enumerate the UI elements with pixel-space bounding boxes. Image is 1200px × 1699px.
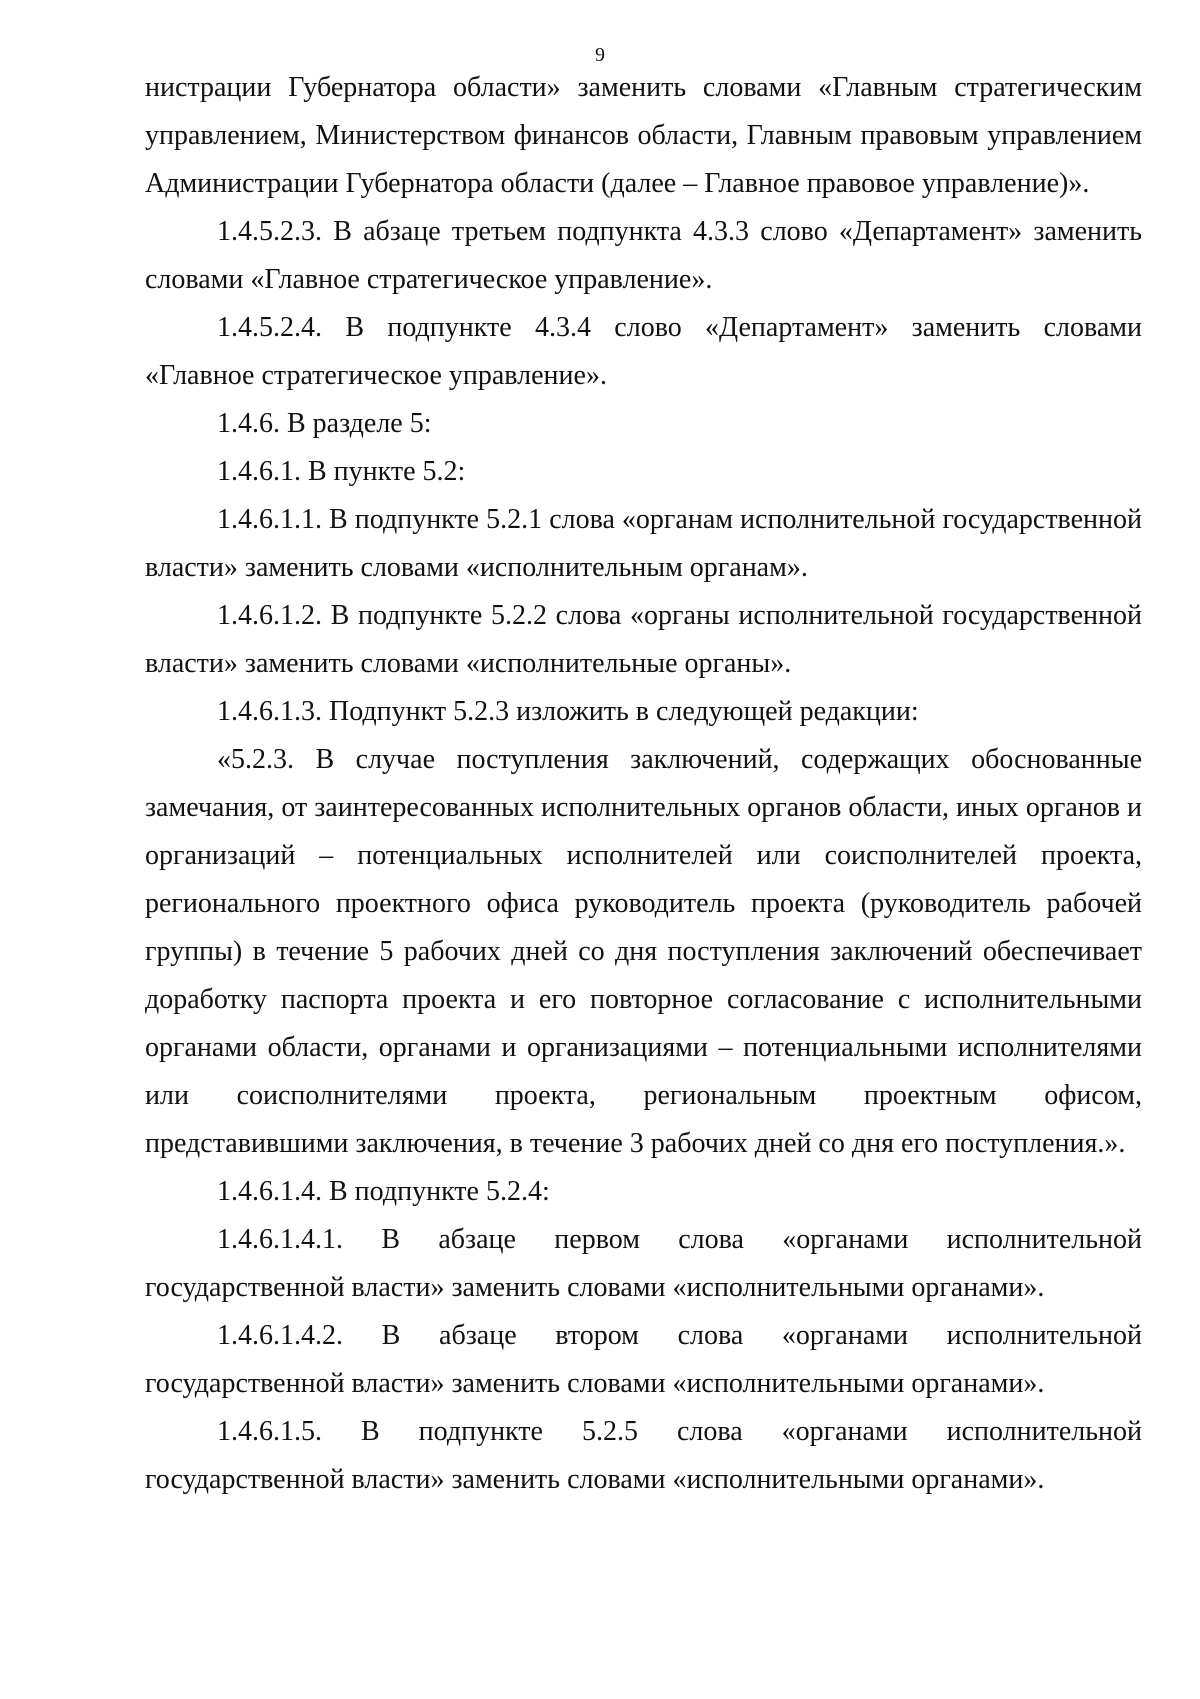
paragraph: 1.4.5.2.3. В абзаце третьем подпункта 4.3.3 слово «Департамент» заменить словами «Главное стратегическое управление». — [145, 216, 1142, 295]
paragraph: 1.4.6.1. В пункте 5.2: — [217, 456, 466, 487]
page-number: 9 — [595, 44, 605, 66]
paragraph: 1.4.6.1.3. Подпункт 5.2.3 изложить в следующей редакции: — [217, 696, 919, 727]
paragraph: 1.4.6.1.2. В подпункте 5.2.2 слова «органы исполнительной государственной власти» заменить словами «исполнительные органы». — [145, 600, 1142, 679]
paragraph: 1.4.6. В разделе 5: — [217, 408, 432, 439]
paragraph: 1.4.6.1.4.2. В абзаце втором слова «органами исполнительной государственной власти» заменить словами «исполнительными органами». — [145, 1320, 1142, 1399]
paragraph: «5.2.3. В случае поступления заключений, содержащих обоснованные замечания, от заинтересованных исполнительных органов области, иных органов и организаций – потенциальных исполнителей или соисполнителей проекта, регионального проектного офиса руководитель проекта (руководитель рабочей группы) в течение 5 рабочих дней со дня поступления заключений обеспечивает доработку паспорта проекта и его повторное согласование с исполнительными органами области, органами и организациями – потенциальными исполнителями или соисполнителями проекта, региональным проектным офисом, представившими заключения, в течение 3 рабочих дней со дня его поступления.». — [145, 744, 1142, 1159]
paragraph: нистрации Губернатора области» заменить словами «Главным стратегическим управлением, Министерством финансов области, Главным правовым управлением Администрации Губернатора области (далее – Главное правовое управление)». — [145, 72, 1142, 199]
paragraph: 1.4.6.1.4. В подпункте 5.2.4: — [217, 1176, 550, 1207]
paragraph: 1.4.5.2.4. В подпункте 4.3.4 слово «Департамент» заменить словами «Главное стратегическое управление». — [145, 312, 1142, 391]
paragraph: 1.4.6.1.5. В подпункте 5.2.5 слова «органами исполнительной государственной власти» заменить словами «исполнительными органами». — [145, 1416, 1142, 1495]
paragraph: 1.4.6.1.1. В подпункте 5.2.1 слова «органам исполнительной государственной власти» заменить словами «исполнительным органам». — [145, 504, 1142, 583]
document-body — [145, 64, 1142, 1504]
paragraph: 1.4.6.1.4.1. В абзаце первом слова «органами исполнительной государственной власти» заменить словами «исполнительными органами». — [145, 1224, 1142, 1303]
